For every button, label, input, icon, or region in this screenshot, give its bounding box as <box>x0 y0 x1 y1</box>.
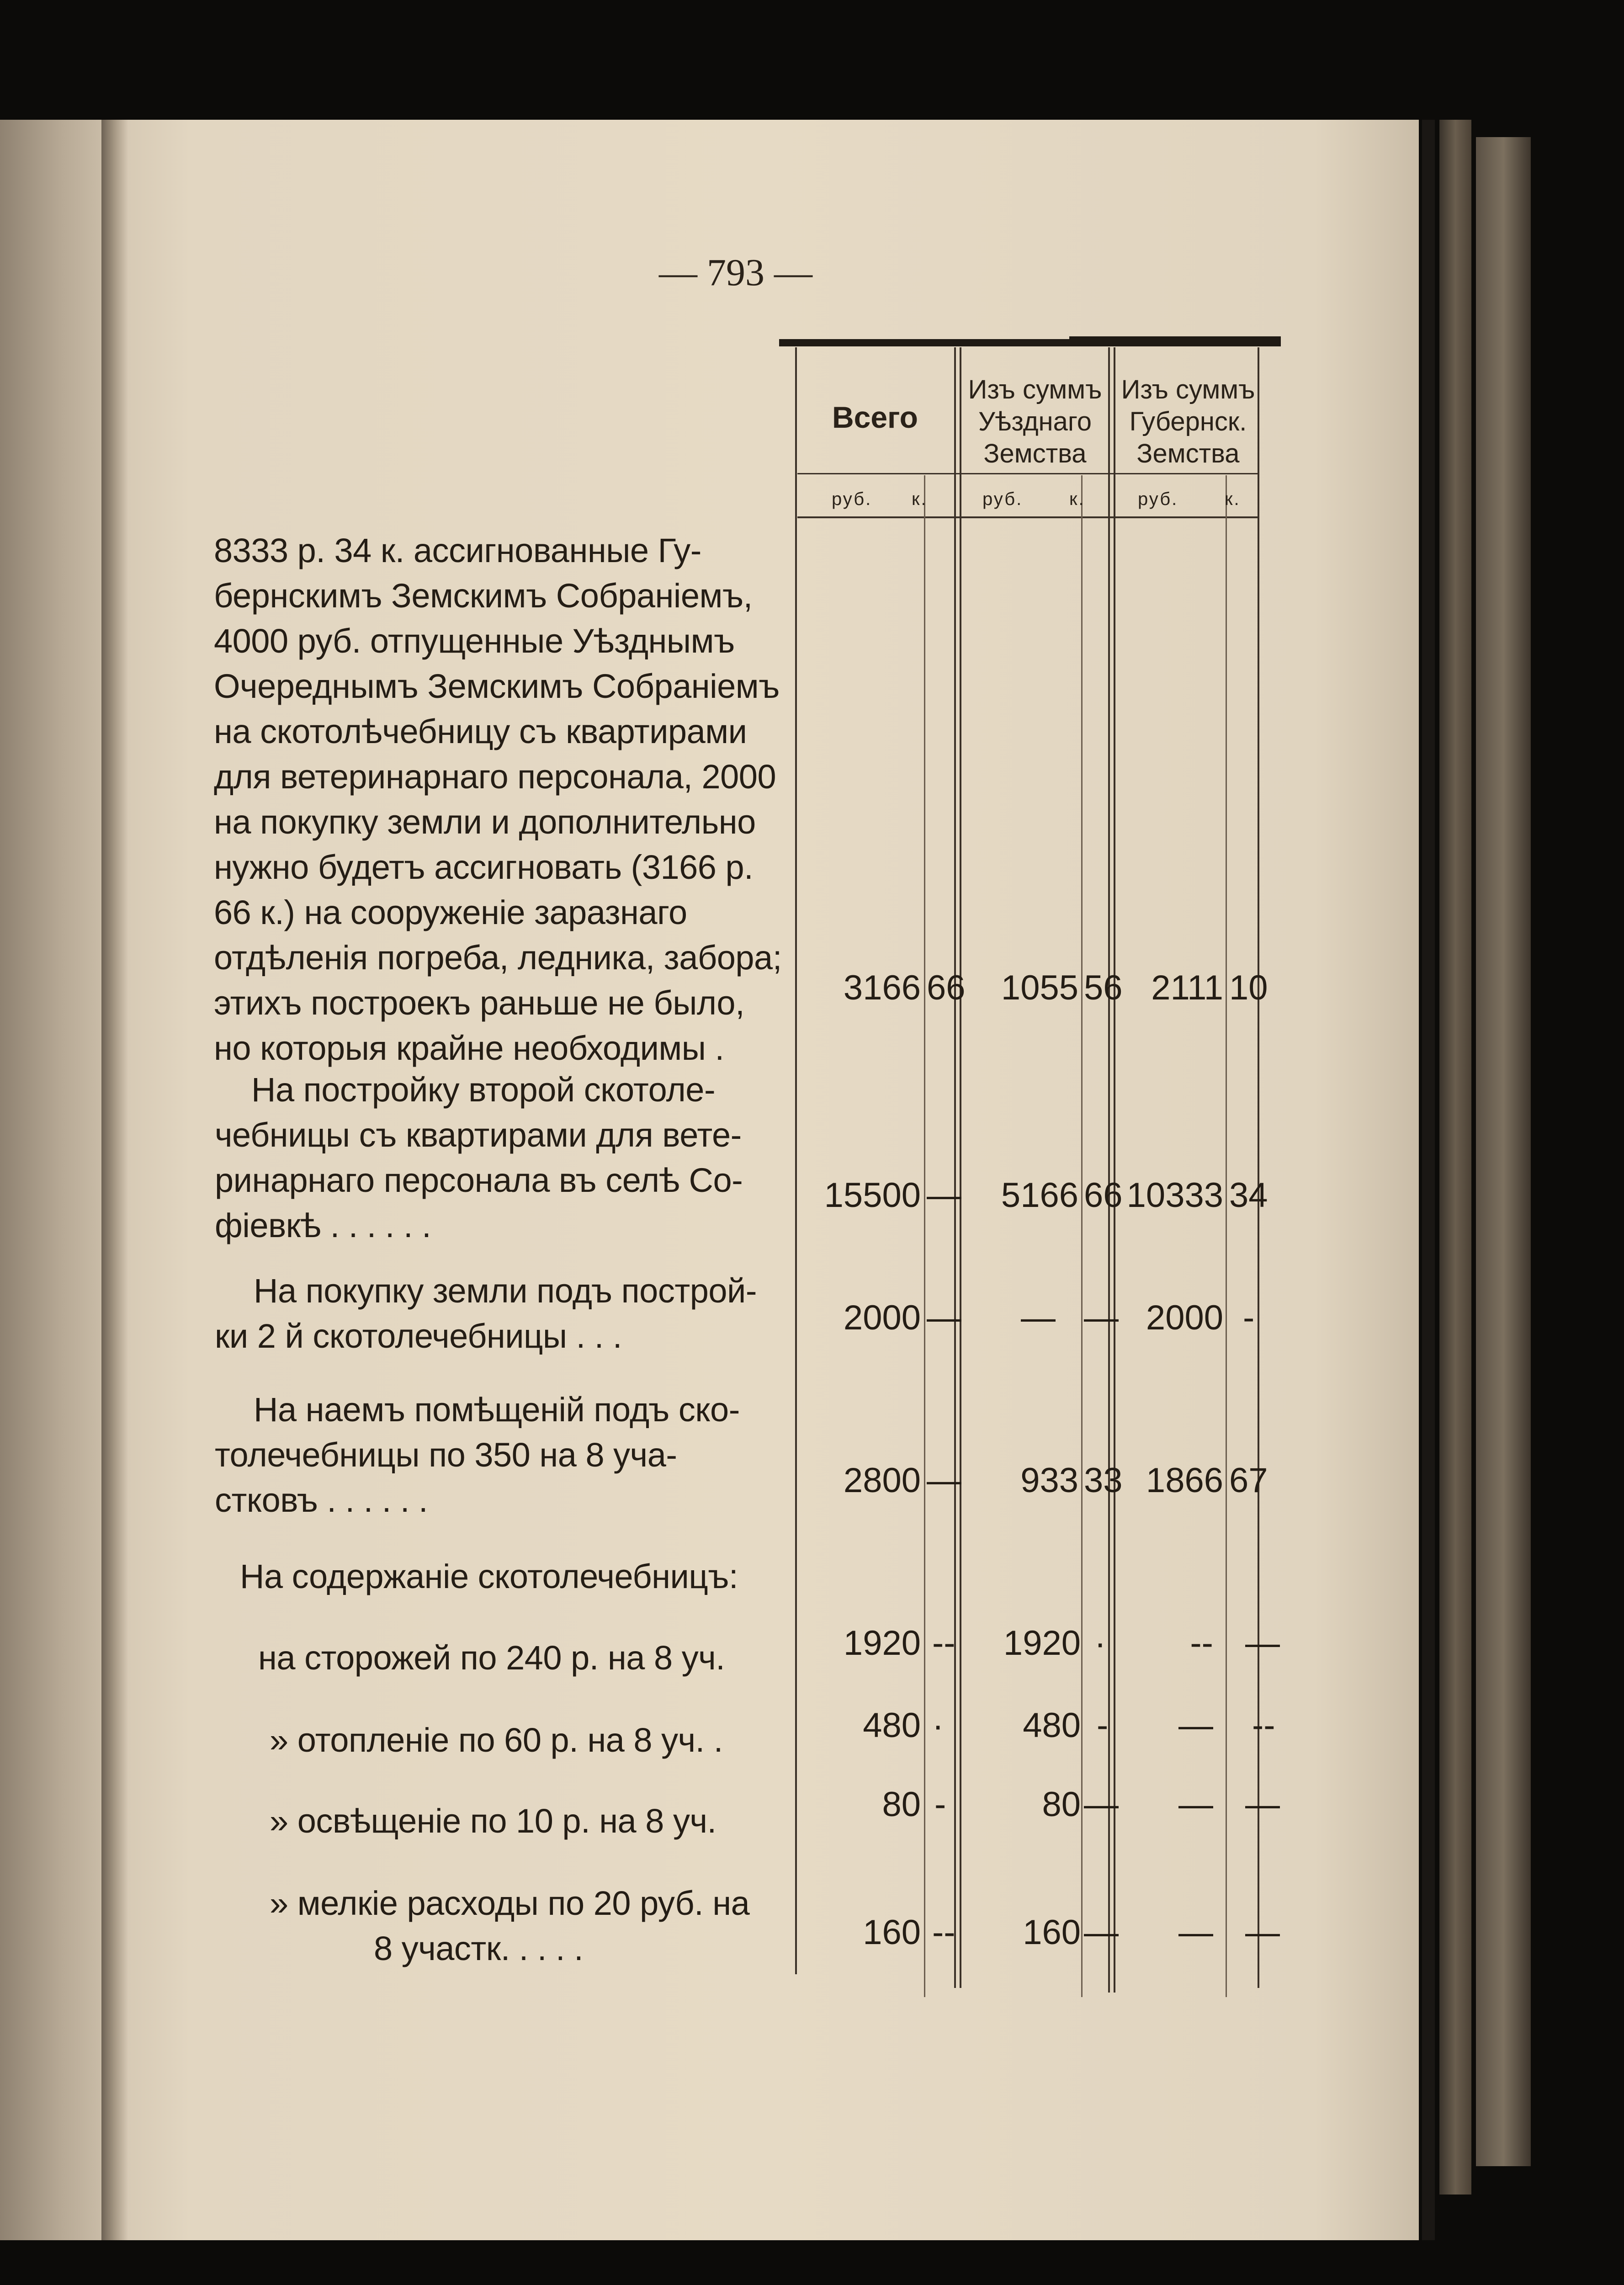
uezd-rub: 160 <box>1023 1913 1081 1952</box>
row-label: » отопленіе по 60 р. на 8 уч. . <box>270 1721 723 1759</box>
text-line: на покупку земли и дополнительно <box>214 803 756 841</box>
table-vline <box>1114 347 1115 1993</box>
text-line: но которыя крайне необходимы . <box>214 1029 724 1067</box>
uezd-kop: 66 <box>1084 1176 1123 1215</box>
header-gub-line: Губернск. <box>1129 407 1247 436</box>
left-page-edge <box>0 120 115 2240</box>
unit-rub: руб. <box>832 489 872 509</box>
gub-kop: 67 <box>1229 1461 1268 1500</box>
uezd-rub: — <box>1021 1298 1056 1337</box>
uezd-kop: 56 <box>1084 968 1123 1007</box>
row-label: » освѣщеніе по 10 р. на 8 уч. <box>270 1802 716 1840</box>
text-line: На постройку второй скотоле- <box>251 1071 716 1109</box>
row-label-continued: 8 участк. . . . . <box>374 1929 584 1967</box>
uezd-rub: 1920 <box>1003 1624 1081 1663</box>
text-line: фіевкѣ . . . . . . <box>215 1206 431 1244</box>
uezd-kop: · <box>1094 1624 1106 1663</box>
total-rub: 480 <box>863 1706 921 1745</box>
text-line: отдѣленія погреба, ледника, забора; <box>214 939 782 977</box>
text-line: этихъ построекъ раньше не было, <box>214 984 745 1022</box>
header-gub-line: Земства <box>1136 439 1240 468</box>
para2-text <box>215 1067 743 1248</box>
gub-rub: 2111 <box>1151 968 1223 1007</box>
uezd-rub: 480 <box>1023 1706 1081 1745</box>
total-rub: 80 <box>882 1785 921 1824</box>
text-line: На наемъ помѣщеній подъ ско- <box>254 1391 740 1429</box>
total-kop: 66 <box>927 968 966 1007</box>
header-uezd-line: Уѣзднаго <box>978 407 1092 436</box>
text-line: бернскимъ Земскимъ Собраніемъ, <box>214 577 753 615</box>
table-vline <box>795 347 797 1974</box>
uezd-kop: 33 <box>1084 1461 1123 1500</box>
text-line: Очереднымъ Земскимъ Собраніемъ <box>214 667 780 705</box>
unit-kop: к. <box>912 489 928 509</box>
para1-text <box>214 528 782 1071</box>
uezd-kop: — <box>1084 1298 1119 1337</box>
text-line: толечебницы по 350 на 8 уча- <box>215 1436 677 1474</box>
uezd-rub: 933 <box>1020 1461 1078 1500</box>
table-vline <box>1108 347 1110 1993</box>
gub-rub: 10333 <box>1126 1176 1223 1215</box>
gub-rub: 1866 <box>1146 1461 1223 1500</box>
table-vline <box>960 347 961 1988</box>
gub-kop: — <box>1245 1913 1280 1952</box>
total-kop: -- <box>932 1624 955 1663</box>
total-rub: 160 <box>863 1913 921 1952</box>
text-line: ринарнаго персонала въ селѣ Со- <box>215 1161 743 1199</box>
unit-kop: к. <box>1069 489 1085 509</box>
text-line: 4000 руб. отпущенные Уѣзднымъ <box>214 622 735 660</box>
uezd-kop: — <box>1084 1913 1119 1952</box>
gub-kop: 10 <box>1229 968 1268 1007</box>
header-gub-line: Изъ суммъ <box>1121 375 1255 404</box>
book-page-stack <box>1439 120 1471 2195</box>
gub-rub: — <box>1178 1913 1213 1952</box>
table-vline <box>954 347 956 1988</box>
table-top-rule-2 <box>1069 336 1281 341</box>
total-rub: 15500 <box>824 1176 921 1215</box>
total-rub: 3166 <box>843 968 921 1007</box>
total-rub: 1920 <box>843 1624 921 1663</box>
unit-kop: к. <box>1225 489 1241 509</box>
gub-kop: — <box>1245 1785 1280 1824</box>
total-kop: -- <box>932 1913 955 1952</box>
total-kop: · <box>932 1706 944 1745</box>
row-label: на сторожей по 240 р. на 8 уч. <box>258 1639 725 1677</box>
page-number: — 793 — <box>659 251 812 294</box>
header-uezd <box>962 374 1108 470</box>
table-vline <box>924 475 925 1997</box>
unit-rub: руб. <box>1138 489 1178 509</box>
unit-rub: руб. <box>982 489 1023 509</box>
gub-kop: - <box>1243 1298 1255 1337</box>
header-total: Всего <box>832 400 918 434</box>
header-separator <box>797 473 1259 474</box>
uezd-kop: — <box>1084 1785 1119 1824</box>
text-line: чебницы съ квартирами для вете- <box>215 1116 742 1154</box>
table-vline <box>1226 475 1227 1997</box>
para4-text <box>215 1387 740 1523</box>
table-vline <box>1081 475 1083 1997</box>
total-kop: — <box>927 1298 961 1337</box>
gub-rub: 2000 <box>1146 1298 1223 1337</box>
uezd-rub: 80 <box>1042 1785 1081 1824</box>
text-line: На покупку земли подъ построй- <box>254 1272 757 1310</box>
text-line: 66 к.) на сооруженіе заразнаго <box>214 893 687 931</box>
book-gutter <box>101 120 129 2240</box>
gub-rub: -- <box>1190 1624 1213 1663</box>
text-line: нужно будетъ ассигновать (3166 р. <box>214 848 754 886</box>
total-kop: — <box>927 1461 961 1500</box>
book-spine-edge <box>1476 137 1531 2166</box>
para3-text <box>215 1268 757 1359</box>
header-uezd-line: Изъ суммъ <box>968 375 1102 404</box>
uezd-rub: 5166 <box>1001 1176 1078 1215</box>
gub-kop: 34 <box>1229 1176 1268 1215</box>
text-line: для ветеринарнаго персонала, 2000 <box>214 758 776 796</box>
gub-rub: — <box>1178 1706 1213 1745</box>
total-rub: 2000 <box>843 1298 921 1337</box>
unit-separator <box>797 516 1259 518</box>
uezd-rub: 1055 <box>1001 968 1078 1007</box>
text-line: 8333 р. 34 к. ассигнованные Гу- <box>214 531 701 569</box>
gub-kop: — <box>1245 1624 1280 1663</box>
header-uezd-line: Земства <box>983 439 1087 468</box>
text-line: ки 2 й скотолечебницы . . . <box>215 1317 622 1355</box>
total-kop: - <box>934 1785 946 1824</box>
uezd-kop: - <box>1097 1706 1109 1745</box>
section-title: На содержаніе скотолечебницъ: <box>240 1557 738 1595</box>
header-gub <box>1115 374 1261 470</box>
gub-kop: -- <box>1252 1706 1275 1745</box>
text-line: на скотолѣчебницу съ квартирами <box>214 712 747 750</box>
total-rub: 2800 <box>843 1461 921 1500</box>
text-line: стковъ . . . . . . <box>215 1481 428 1519</box>
total-kop: — <box>927 1176 961 1215</box>
book-cover-edge <box>1422 120 1435 2240</box>
row-label: » мелкіе расходы по 20 руб. на <box>270 1884 750 1922</box>
gub-rub: — <box>1178 1785 1213 1824</box>
